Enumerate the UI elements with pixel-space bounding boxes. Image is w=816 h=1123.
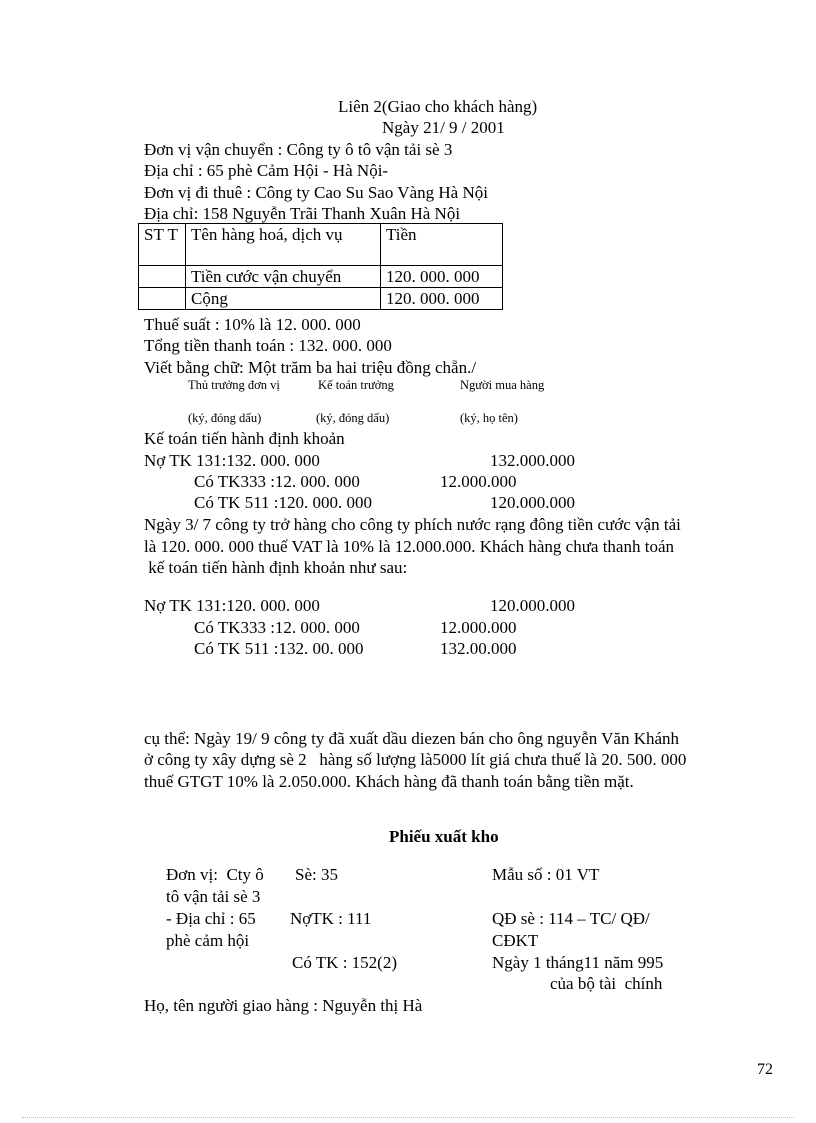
carrier-line: Đơn vị vận chuyển : Công ty ô tô vận tải sè 3 — [144, 140, 453, 159]
paragraph2-line1: cụ thể: Ngày 19/ 9 công ty đã xuất dầu diezen bán cho ông nguyễn Văn Khánh — [144, 729, 680, 748]
paragraph1-line2: là 120. 000. 000 thuế VAT là 10% là 12.000.000. Khách hàng chưa thanh toán — [144, 537, 674, 556]
row-stt — [139, 266, 186, 288]
row-item: Tiền cước vận chuyển — [186, 266, 381, 288]
tax-rate-line: Thuế suất : 10% là 12. 000. 000 — [144, 315, 361, 334]
receipt-decision-line2: CĐKT — [492, 931, 539, 950]
entry2-credit-333-amount: 12.000.000 — [440, 618, 517, 637]
header-stt: ST T — [139, 224, 186, 266]
paragraph1-line3: kế toán tiến hành định khoản như sau: — [144, 558, 408, 577]
receipt-unit-line2: tô vận tải sè 3 — [166, 887, 261, 906]
receipt-number: Sè: 35 — [295, 865, 338, 884]
entry-intro: Kế toán tiến hành định khoản — [144, 429, 345, 448]
signature-note-accountant: (ký, đóng dấu) — [316, 411, 390, 425]
receipt-debit-account: NợTK : 111 — [290, 909, 372, 928]
receipt-decision-issuer: của bộ tài chính — [550, 974, 663, 993]
lessee-line: Đơn vị đi thuê : Công ty Cao Su Sao Vàng Hà Nội — [144, 183, 488, 202]
header-item: Tên hàng hoá, dịch vụ — [186, 224, 381, 266]
receipt-decision-date: Ngày 1 tháng11 năm 995 — [492, 953, 664, 972]
signature-title-buyer: Người mua hàng — [460, 378, 545, 392]
footer-divider — [22, 1117, 794, 1118]
signature-title-director: Thủ trưởng đơn vị — [188, 378, 280, 392]
paragraph1-line1: Ngày 3/ 7 công ty trở hàng cho công ty phích nước rạng đông tiền cước vận tải — [144, 515, 681, 534]
receipt-decision-line1: QĐ sè : 114 – TC/ QĐ/ — [492, 909, 650, 928]
row-stt — [139, 288, 186, 310]
receipt-title: Phiếu xuất kho — [389, 827, 499, 846]
receipt-unit-line4: phè cảm hội — [166, 931, 250, 950]
entry1-credit-333-amount: 12.000.000 — [440, 472, 517, 491]
paragraph2-line3: thuế GTGT 10% là 2.050.000. Khách hàng đã thanh toán bằng tiền mặt. — [144, 772, 634, 791]
row-amount: 120. 000. 000 — [381, 266, 503, 288]
total-payment-line: Tổng tiền thanh toán : 132. 000. 000 — [144, 336, 392, 355]
entry1-debit-amount: 132.000.000 — [490, 451, 575, 470]
signature-note-director: (ký, đóng dấu) — [188, 411, 262, 425]
receipt-unit-line1: Đơn vị: Cty ô — [166, 865, 264, 884]
receipt-credit-account: Có TK : 152(2) — [292, 953, 397, 972]
paragraph2-line2: ở công ty xây dựng sè 2 hàng số lượng là5000 lít giá chưa thuế là 20. 500. 000 — [144, 750, 687, 769]
entry2-debit-amount: 120.000.000 — [490, 596, 575, 615]
table-header-row — [139, 224, 503, 266]
entry1-debit: Nợ TK 131:132. 000. 000 — [144, 451, 320, 470]
signature-title-accountant: Kế toán trưởng — [318, 378, 394, 392]
copy-label: Liên 2(Giao cho khách hàng) — [338, 97, 538, 116]
entry1-credit-511-amount: 120.000.000 — [490, 493, 575, 512]
lessee-address: Địa chỉ: 158 Nguyễn Trãi Thanh Xuân Hà Nội — [144, 204, 461, 223]
table-row — [139, 288, 503, 310]
receipt-form-number: Mẫu số : 01 VT — [492, 865, 600, 884]
receipt-deliverer: Họ, tên người giao hàng : Nguyễn thị Hà — [144, 996, 423, 1015]
entry2-credit-511: Có TK 511 :132. 00. 000 — [194, 639, 364, 658]
invoice-date: Ngày 21/ 9 / 2001 — [382, 118, 505, 137]
amount-in-words: Viết bằng chữ: Một trăm ba hai triệu đồng chẵn./ — [144, 358, 477, 377]
entry1-credit-511: Có TK 511 :120. 000. 000 — [194, 493, 373, 512]
signature-note-buyer: (ký, họ tên) — [460, 411, 518, 425]
entry2-credit-333: Có TK333 :12. 000. 000 — [194, 618, 360, 637]
header-amount: Tiền — [381, 224, 503, 266]
row-amount: 120. 000. 000 — [381, 288, 503, 310]
receipt-unit-line3: - Địa chỉ : 65 — [166, 909, 256, 928]
row-item: Cộng — [186, 288, 381, 310]
invoice-table — [138, 223, 503, 310]
entry2-debit: Nợ TK 131:120. 000. 000 — [144, 596, 320, 615]
entry1-credit-333: Có TK333 :12. 000. 000 — [194, 472, 360, 491]
table-row — [139, 266, 503, 288]
page-number: 72 — [757, 1061, 773, 1078]
carrier-address: Địa chỉ : 65 phè Cảm Hội - Hà Nội- — [144, 161, 389, 180]
entry2-credit-511-amount: 132.00.000 — [440, 639, 517, 658]
